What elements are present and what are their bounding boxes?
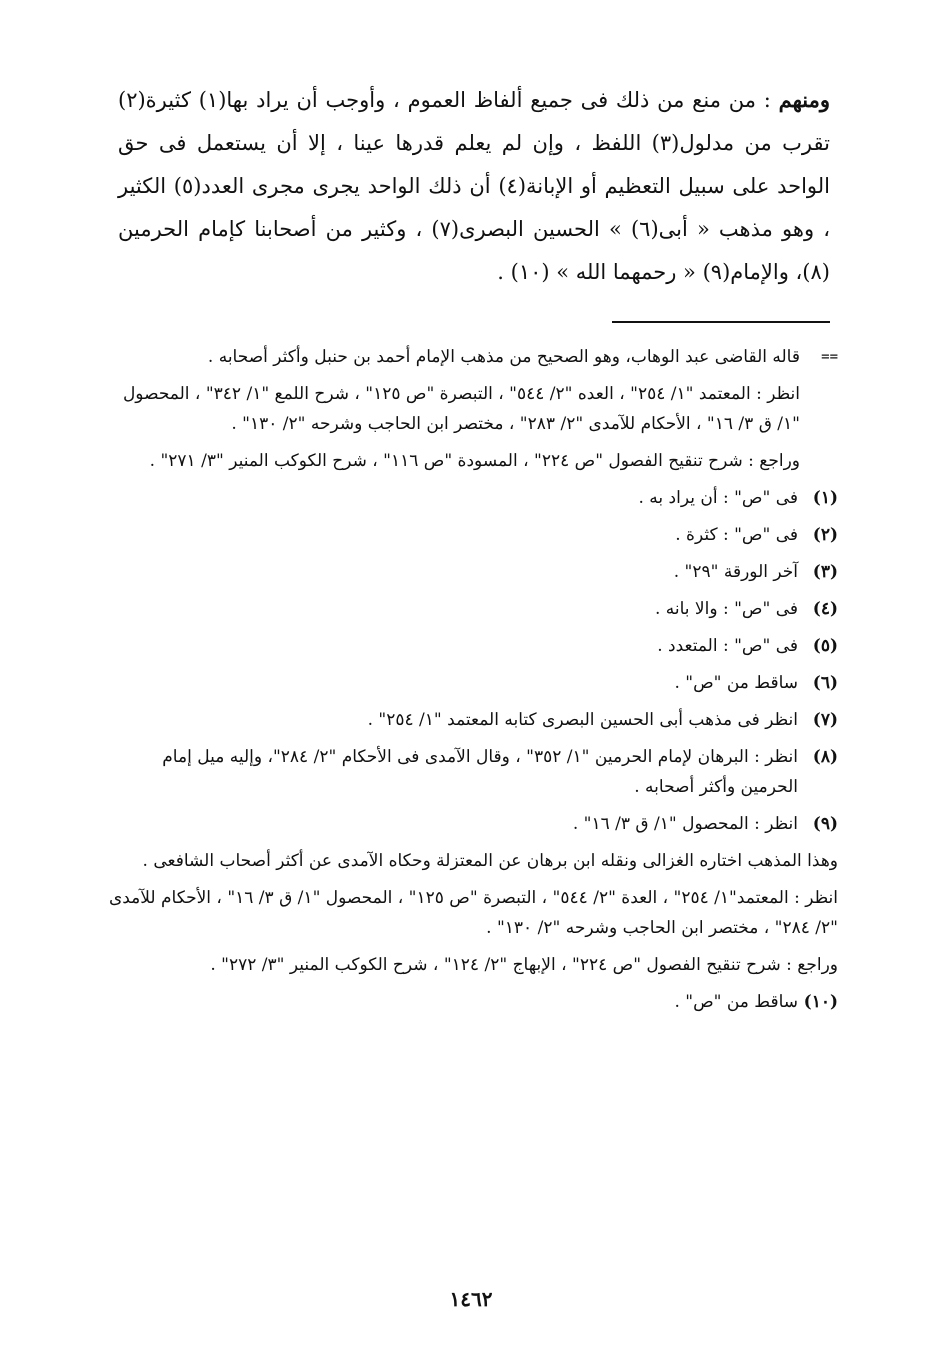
footnote-item	[108, 594, 838, 624]
continued-paragraph: وراجع : شرح تنقيح الفصول "ص ٢٢٤" ، المسودة "ص ١١٦" ، شرح الكوكب المنير "٣/ ٢٧١" .	[149, 451, 800, 471]
footnote-number: (٥)	[812, 636, 838, 656]
footnote-item	[108, 987, 838, 1017]
footnote-number: (٧)	[812, 710, 838, 730]
footnote-number: (١٠)	[803, 992, 838, 1012]
footnote-9-extra	[108, 846, 838, 980]
footnote-9-paragraph: وراجع : شرح تنقيح الفصول "ص ٢٢٤" ، الإبهاج "٢/ ١٢٤" ، شرح الكوكب المنير "٣/ ٢٧٢" .	[210, 955, 838, 975]
continued-paragraph: قاله القاضى عبد الوهاب، وهو الصحيح من مذهب الإمام أحمد بن حنبل وأكثر أصحابه .	[207, 347, 800, 367]
footnote-item	[108, 557, 838, 587]
continuation-marker: ==	[821, 349, 838, 365]
footnote-text: ساقط من "ص" .	[674, 992, 798, 1012]
footnote-text: فى "ص" : كثرة .	[675, 525, 798, 545]
footnote-item	[108, 742, 838, 802]
footnote-number: (٨)	[812, 747, 838, 767]
lead-word: ومنهم	[778, 87, 830, 112]
footnote-item	[108, 668, 838, 698]
footnote-text: فى "ص" : والا بانه .	[654, 599, 798, 619]
footnote-number: (١)	[812, 488, 838, 508]
footnote-number: (٩)	[812, 814, 838, 834]
continued-footnote	[108, 342, 838, 476]
footnote-9-paragraph: انظر : المعتمد"١/ ٢٥٤" ، العدة "٢/ ٥٤٤" ، التبصرة "ص ١٢٥" ، المحصول "١/ ق ٣/ ١٦" ، الأحكام للآمدى "٢/ ٢٨٤" ، مختصر ابن الحاجب وشرحه "٢/ ١٣٠" .	[108, 888, 838, 938]
page-number: ١٤٦٢	[449, 1287, 493, 1311]
footnote-number: (٤)	[812, 599, 838, 619]
footnote-text: ساقط من "ص" .	[674, 673, 798, 693]
footnote-number: (٣)	[812, 562, 838, 582]
footnote-number: (٢)	[812, 525, 838, 545]
footnote-number: (٦)	[812, 673, 838, 693]
footnote-text: فى "ص" : أن يراد به .	[638, 488, 798, 508]
main-paragraph-text	[118, 78, 830, 294]
footnote-item	[108, 705, 838, 735]
footnote-text: انظر : المحصول "١/ ق ٣/ ١٦" .	[572, 814, 798, 834]
footnote-text: انظر : البرهان لإمام الحرمين "١/ ٣٥٢" ، وقال الآمدى فى الأحكام "٢/ ٢٨٤"، وإليه ميل إمام الحرمين وأكثر أصحابه .	[162, 747, 798, 797]
footnote-text: فى "ص" : المتعدد .	[657, 636, 798, 656]
main-paragraph	[118, 78, 830, 294]
footnote-separator	[612, 321, 830, 323]
footnote-text: آخر الورقة "٢٩" .	[673, 562, 798, 582]
footnote-item	[108, 631, 838, 661]
footnote-text: انظر فى مذهب أبى الحسين البصرى كتابه المعتمد "١/ ٢٥٤" .	[367, 710, 798, 730]
footnote-item	[108, 483, 838, 513]
footnote-item	[108, 809, 838, 839]
main-body-text: : من منع من ذلك فى جميع ألفاظ العموم ، وأوجب أن يراد بها(١) كثيرة(٢) تقرب من مدلول(٣) اللفظ ، وإن لم يعلم قدرها عينا ، إلا أن يستعمل فى حق الواحد على سبيل التعظيم أو الإبانة(٤) أن ذلك الواحد يجرى مجرى العدد(٥) الكثير ، وهو مذهب « أبى(٦) » الحسين البصرى(٧) ، وكثير من أصحابنا كإمام الحرمين (٨)، والإمام(٩) « رحمهما الله » (١٠) .	[118, 88, 830, 284]
footnotes-section	[108, 342, 838, 1024]
footnote-item	[108, 520, 838, 550]
footnote-9-paragraph: وهذا المذهب اختاره الغزالى ونقله ابن برهان عن المعتزلة وحكاه الآمدى عن أكثر أصحاب الشافعى .	[142, 851, 838, 871]
continued-paragraph: انظر : المعتمد "١/ ٢٥٤" ، العده "٢/ ٥٤٤" ، التبصرة "ص ١٢٥" ، شرح اللمع "١/ ٣٤٢" ، المحصول "١/ ق ٣/ ١٦" ، الأحكام للآمدى "٢/ ٢٨٣" ، مختصر ابن الحاجب وشرحه "٢/ ١٣٠" .	[122, 384, 800, 434]
